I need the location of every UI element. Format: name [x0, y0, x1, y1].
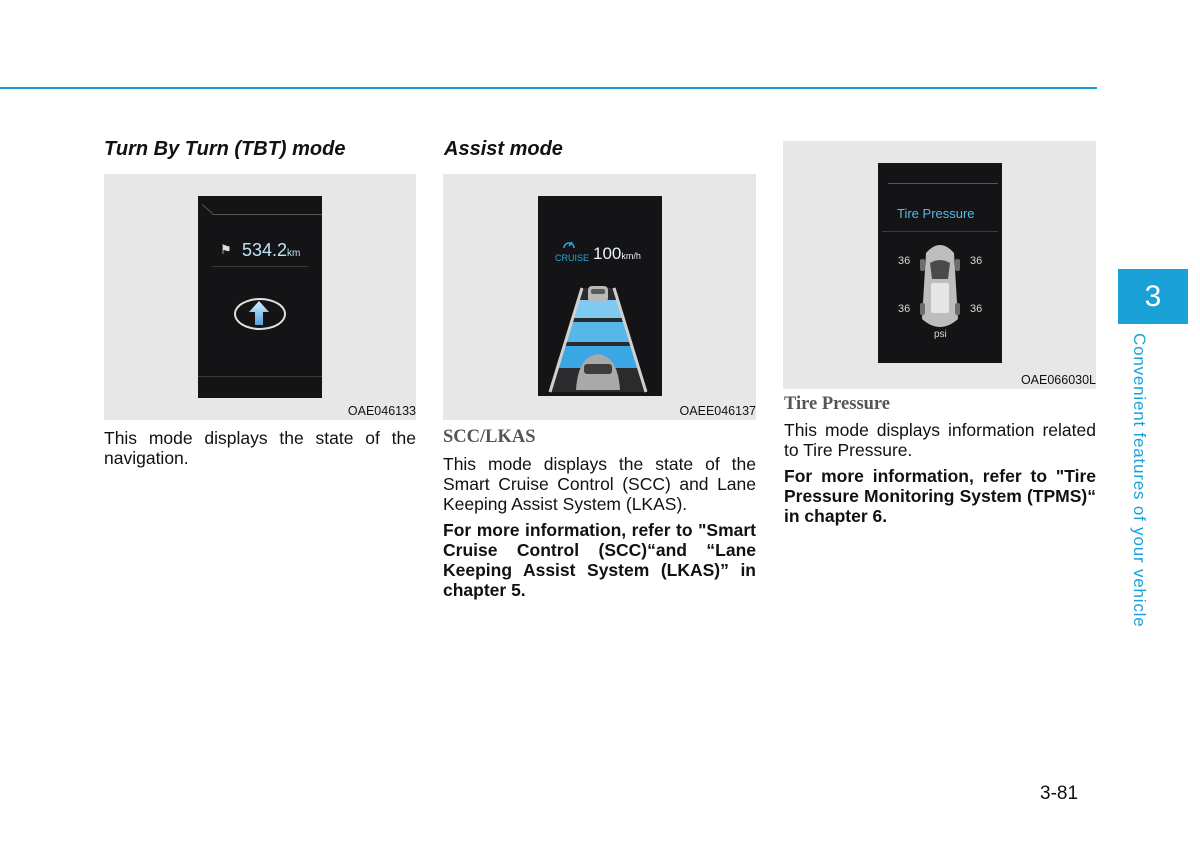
chapter-number-tab: 3 [1118, 269, 1188, 324]
straight-arrow-icon [248, 300, 270, 326]
screen-bottom-line [198, 376, 322, 377]
speed-unit: km/h [621, 251, 641, 261]
tire-front-left: 36 [898, 255, 911, 267]
lane-view-graphic [538, 280, 662, 396]
tbt-body: This mode displays the state of the navigation. [104, 428, 416, 468]
assist-figure-code: OAEE046137 [679, 404, 756, 418]
tbt-section-title: Turn By Turn (TBT) mode [104, 138, 346, 160]
tire-figure-code: OAE066030L [1020, 373, 1096, 387]
tire-body: This mode displays information related to Tire Pressure. [784, 420, 1096, 460]
screen-top-line [212, 214, 322, 215]
tbt-cluster-screen [198, 196, 322, 398]
tire-title-underline [882, 231, 998, 232]
cruise-icon [562, 238, 576, 250]
tbt-figure-code: OAE046133 [347, 404, 416, 418]
tire-rear-left: 36 [898, 303, 911, 315]
assist-cluster-screen [538, 196, 662, 396]
chapter-title: Convenient features of your vehicle [1130, 333, 1149, 628]
assist-body: This mode displays the state of the Smart Cruise Control (SCC) and Lane Keeping Assist System (LKAS). [443, 454, 756, 514]
tire-rear-right: 36 [970, 303, 983, 315]
speed-value: 100 [593, 244, 622, 263]
tbt-distance [242, 240, 300, 261]
distance-unit: km [287, 248, 301, 259]
set-speed [593, 244, 641, 264]
screen-top-bevel [202, 204, 213, 214]
cruise-label: CRUISE [555, 253, 590, 263]
tire-figure [783, 141, 1096, 389]
distance-value: 534.2 [242, 240, 288, 260]
tire-front-right: 36 [970, 255, 983, 267]
assist-figure [443, 174, 756, 420]
tire-screen-top-line [888, 183, 998, 184]
tire-display-title: Tire Pressure [897, 206, 975, 221]
assist-section-title: Assist mode [444, 138, 563, 160]
tire-cluster-screen [878, 163, 1002, 363]
page-number: 3-81 [1040, 783, 1079, 804]
tire-reference: For more information, refer to "Tire Pressure Monitoring System (TPMS)“ in chapter 6. [784, 466, 1096, 526]
assist-reference: For more information, refer to "Smart Cruise Control (SCC)“and “Lane Keeping Assist System (LKAS)” in chapter 5. [443, 520, 756, 600]
assist-subhead: SCC/LKAS [443, 427, 536, 447]
distance-underline [212, 266, 308, 267]
checkered-flag-icon: ⚑ [220, 242, 232, 257]
tire-unit: psi [934, 329, 947, 340]
header-rule [0, 87, 1097, 89]
car-top-view-icon [918, 239, 962, 333]
tire-subhead: Tire Pressure [784, 394, 891, 414]
tbt-figure [104, 174, 416, 420]
